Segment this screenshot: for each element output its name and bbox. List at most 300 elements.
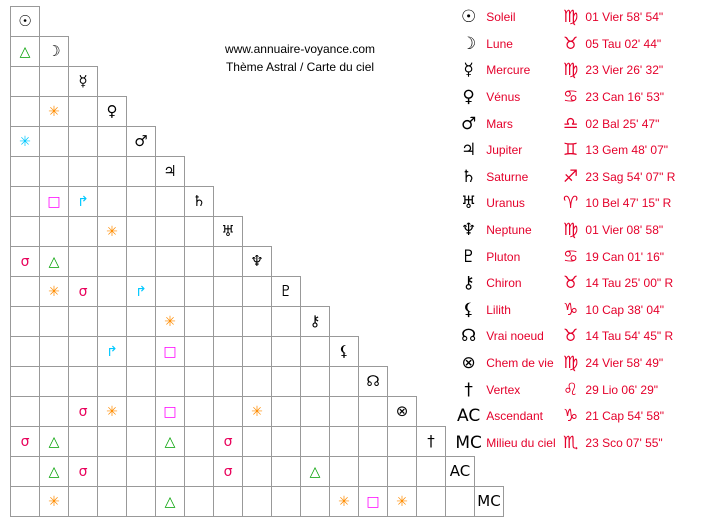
planet-position: 23 Sag 54' 07" R: [585, 169, 676, 184]
planet-row: [455, 243, 705, 270]
grid-spacer: [359, 187, 388, 217]
grid-spacer: [388, 277, 417, 307]
aspect-cell[interactable]: [185, 367, 214, 397]
aspect-cell[interactable]: □: [40, 187, 69, 217]
grid-spacer: [98, 67, 127, 97]
planet-name: Vénus: [486, 90, 521, 105]
grid-spacer: [127, 37, 156, 67]
aspect-cell[interactable]: □: [156, 397, 185, 427]
grid-spacer: [417, 307, 446, 337]
grid-spacer: [98, 37, 127, 67]
zodiac-sign-icon: ♎: [563, 113, 579, 134]
aspect-cell[interactable]: [127, 247, 156, 277]
grid-spacer: [185, 157, 214, 187]
aspect-cell[interactable]: [156, 187, 185, 217]
aspect-cell[interactable]: [11, 277, 40, 307]
planet-position: 14 Tau 54' 45" R: [585, 329, 674, 344]
aspect-cell[interactable]: σ: [69, 397, 98, 427]
planet-row: [455, 217, 705, 244]
aspect-cell[interactable]: [11, 487, 40, 517]
aspect-cell[interactable]: [11, 307, 40, 337]
aspect-cell[interactable]: ↱: [98, 337, 127, 367]
aspect-cell[interactable]: [185, 337, 214, 367]
planet-position: 21 Cap 54' 58": [585, 409, 665, 424]
zodiac-sign-icon: ♈: [563, 193, 579, 214]
grid-row: [11, 367, 504, 397]
grid-spacer: [272, 7, 301, 37]
aspect-cell[interactable]: [185, 307, 214, 337]
planet-position: 29 Lio 06' 29": [585, 382, 659, 397]
planet-position: 23 Can 16' 53": [585, 90, 665, 105]
grid-spacer: [417, 7, 446, 37]
planet-name: Neptune: [486, 223, 532, 238]
grid-spacer: [359, 7, 388, 37]
planet-name: Jupiter: [486, 143, 523, 158]
aspect-cell[interactable]: [359, 397, 388, 427]
grid-spacer: [330, 277, 359, 307]
planet-glyph-icon: ♂: [461, 113, 477, 134]
aspect-cell[interactable]: [272, 487, 301, 517]
planet-glyph-icon: ♆: [461, 220, 477, 241]
grid-spacer: [359, 277, 388, 307]
aspect-cell[interactable]: [98, 367, 127, 397]
aspect-cell[interactable]: [243, 457, 272, 487]
aspect-cell[interactable]: [214, 397, 243, 427]
grid-spacer: [359, 247, 388, 277]
aspect-cell[interactable]: [127, 427, 156, 457]
aspect-cell[interactable]: [185, 457, 214, 487]
zodiac-sign-icon: ♉: [563, 326, 579, 347]
aspect-cell[interactable]: ✳: [243, 397, 272, 427]
grid-header-jupiter: ♃: [156, 157, 185, 187]
aspect-cell[interactable]: [301, 487, 330, 517]
grid-spacer: [214, 97, 243, 127]
aspect-cell[interactable]: [98, 427, 127, 457]
grid-spacer: [388, 157, 417, 187]
aspect-cell[interactable]: [11, 97, 40, 127]
grid-header-venus: ♀: [98, 97, 127, 127]
grid-spacer: [272, 97, 301, 127]
grid-header-sun: ☉: [11, 7, 40, 37]
aspect-cell[interactable]: [272, 307, 301, 337]
grid-spacer: [301, 127, 330, 157]
planet-glyph-icon: ☊: [461, 326, 477, 347]
grid-spacer: [301, 277, 330, 307]
grid-spacer: [388, 187, 417, 217]
aspect-cell[interactable]: σ: [69, 277, 98, 307]
aspect-cell[interactable]: [272, 457, 301, 487]
planet-glyph-icon: ⊗: [461, 353, 476, 374]
aspect-cell[interactable]: [11, 217, 40, 247]
planet-name: Lune: [486, 36, 513, 51]
aspect-cell[interactable]: [272, 397, 301, 427]
grid-spacer: [330, 247, 359, 277]
grid-spacer: [417, 187, 446, 217]
grid-row: [11, 247, 504, 277]
planet-position: 23 Sco 07' 55": [585, 435, 663, 450]
grid-spacer: [417, 157, 446, 187]
grid-spacer: [417, 217, 446, 247]
grid-spacer: [127, 67, 156, 97]
planet-position: 13 Gem 48' 07": [585, 143, 669, 158]
planet-name: Soleil: [486, 10, 516, 25]
planet-glyph-icon: ♅: [461, 193, 477, 214]
grid-spacer: [359, 97, 388, 127]
aspect-cell[interactable]: [330, 457, 359, 487]
planet-glyph-icon: ⚷: [462, 273, 475, 294]
grid-spacer: [301, 7, 330, 37]
aspect-cell[interactable]: [69, 127, 98, 157]
grid-spacer: [156, 97, 185, 127]
aspect-cell[interactable]: [127, 397, 156, 427]
aspect-cell[interactable]: [69, 427, 98, 457]
aspect-cell[interactable]: [98, 457, 127, 487]
aspect-cell[interactable]: [40, 67, 69, 97]
grid-header-mars: ♂: [127, 127, 156, 157]
grid-row: [11, 397, 504, 427]
planet-row: [455, 376, 705, 403]
grid-spacer: [156, 7, 185, 37]
planet-glyph-icon: ☿: [463, 60, 474, 81]
aspect-cell[interactable]: □: [156, 337, 185, 367]
grid-header-saturn: ♄: [185, 187, 214, 217]
aspect-cell[interactable]: [69, 367, 98, 397]
aspect-cell[interactable]: [69, 337, 98, 367]
planet-position: 01 Vier 58' 54": [585, 10, 664, 25]
grid-spacer: [98, 7, 127, 37]
aspect-cell[interactable]: σ: [11, 427, 40, 457]
aspect-cell[interactable]: ✳: [388, 487, 417, 517]
planet-row: [455, 190, 705, 217]
planet-position: 10 Bel 47' 15" R: [585, 196, 672, 211]
aspect-grid: [10, 6, 504, 517]
aspect-cell[interactable]: [98, 307, 127, 337]
aspect-cell[interactable]: □: [359, 487, 388, 517]
grid-spacer: [417, 67, 446, 97]
grid-spacer: [388, 367, 417, 397]
aspect-cell[interactable]: [214, 367, 243, 397]
aspect-cell[interactable]: [69, 97, 98, 127]
grid-header-neptune: ♆: [243, 247, 272, 277]
planet-position: 05 Tau 02' 44": [585, 36, 662, 51]
aspect-cell[interactable]: [40, 217, 69, 247]
planet-name: Saturne: [486, 169, 529, 184]
aspect-cell[interactable]: [11, 457, 40, 487]
grid-spacer: [475, 457, 504, 487]
aspect-cell[interactable]: [388, 427, 417, 457]
aspect-cell[interactable]: ✳: [98, 397, 127, 427]
planet-row: [455, 31, 705, 58]
grid-spacer: [417, 367, 446, 397]
zodiac-sign-icon: ♉: [563, 33, 579, 54]
grid-spacer: [301, 247, 330, 277]
grid-spacer: [272, 217, 301, 247]
aspect-cell[interactable]: [40, 397, 69, 427]
aspect-cell[interactable]: [243, 337, 272, 367]
grid-row: [11, 337, 504, 367]
aspect-cell[interactable]: [156, 457, 185, 487]
grid-header-mc: MC: [475, 487, 504, 517]
grid-row: [11, 457, 504, 487]
grid-spacer: [330, 157, 359, 187]
grid-spacer: [272, 127, 301, 157]
grid-spacer: [330, 217, 359, 247]
aspect-cell[interactable]: ↱: [127, 277, 156, 307]
aspect-cell[interactable]: [127, 337, 156, 367]
grid-spacer: [243, 97, 272, 127]
grid-header-chiron: ⚷: [301, 307, 330, 337]
grid-spacer: [388, 307, 417, 337]
aspect-cell[interactable]: [98, 187, 127, 217]
planet-name: Chem de vie: [486, 356, 554, 371]
grid-spacer: [417, 397, 446, 427]
aspect-cell[interactable]: [243, 427, 272, 457]
aspect-cell[interactable]: [185, 217, 214, 247]
planet-position: 02 Bal 25' 47": [585, 116, 660, 131]
aspect-cell[interactable]: [98, 247, 127, 277]
aspect-cell[interactable]: [417, 487, 446, 517]
aspect-cell[interactable]: [330, 427, 359, 457]
grid-spacer: [359, 217, 388, 247]
aspect-cell[interactable]: [127, 217, 156, 247]
aspect-cell[interactable]: σ: [214, 457, 243, 487]
grid-header-ac: AC: [446, 457, 475, 487]
aspect-cell[interactable]: [185, 427, 214, 457]
aspect-cell[interactable]: ↱: [69, 187, 98, 217]
aspect-cell[interactable]: [98, 127, 127, 157]
aspect-cell[interactable]: [156, 247, 185, 277]
aspect-cell[interactable]: [214, 307, 243, 337]
grid-spacer: [243, 157, 272, 187]
aspect-grid-container: [10, 6, 504, 517]
aspect-cell[interactable]: ✳: [330, 487, 359, 517]
aspect-cell[interactable]: [40, 157, 69, 187]
aspect-cell[interactable]: △: [40, 427, 69, 457]
aspect-cell[interactable]: [214, 247, 243, 277]
grid-spacer: [388, 7, 417, 37]
aspect-cell[interactable]: [40, 367, 69, 397]
aspect-cell[interactable]: [40, 337, 69, 367]
grid-spacer: [301, 187, 330, 217]
aspect-cell[interactable]: [388, 457, 417, 487]
aspect-cell[interactable]: ✳: [40, 487, 69, 517]
planet-name: Milieu du ciel: [486, 435, 556, 450]
grid-spacer: [214, 127, 243, 157]
aspect-cell[interactable]: ✳: [98, 217, 127, 247]
grid-spacer: [156, 67, 185, 97]
aspect-cell[interactable]: σ: [69, 457, 98, 487]
aspect-cell[interactable]: [417, 457, 446, 487]
aspect-cell[interactable]: ✳: [40, 277, 69, 307]
grid-spacer: [359, 157, 388, 187]
aspect-cell[interactable]: [330, 367, 359, 397]
aspect-cell[interactable]: [185, 487, 214, 517]
zodiac-sign-icon: ♌: [563, 379, 579, 400]
grid-row: [11, 217, 504, 247]
aspect-cell[interactable]: [301, 337, 330, 367]
planet-glyph-icon: ♇: [461, 246, 477, 267]
aspect-cell[interactable]: [156, 217, 185, 247]
aspect-cell[interactable]: [98, 157, 127, 187]
grid-spacer: [40, 7, 69, 37]
planet-name: Chiron: [486, 276, 522, 291]
planet-row: [455, 350, 705, 377]
planet-glyph-icon: ♃: [461, 140, 477, 161]
aspect-cell[interactable]: [69, 487, 98, 517]
planet-row: [455, 84, 705, 111]
aspect-cell[interactable]: [243, 307, 272, 337]
grid-spacer: [214, 7, 243, 37]
aspect-cell[interactable]: [156, 367, 185, 397]
grid-spacer: [301, 157, 330, 187]
grid-spacer: [214, 157, 243, 187]
aspect-cell[interactable]: [243, 487, 272, 517]
aspect-cell[interactable]: △: [301, 457, 330, 487]
grid-spacer: [243, 187, 272, 217]
grid-row: [11, 427, 504, 457]
aspect-cell[interactable]: [127, 307, 156, 337]
aspect-cell[interactable]: σ: [214, 427, 243, 457]
grid-header-moon: ☽: [40, 37, 69, 67]
aspect-cell[interactable]: [185, 397, 214, 427]
planet-position: 01 Vier 08' 58": [585, 223, 664, 238]
planet-name: Pluton: [486, 249, 521, 264]
grid-spacer: [359, 307, 388, 337]
aspect-cell[interactable]: [272, 427, 301, 457]
aspect-cell[interactable]: [69, 307, 98, 337]
planet-row: [455, 137, 705, 164]
aspect-cell[interactable]: △: [156, 427, 185, 457]
grid-row: [11, 187, 504, 217]
zodiac-sign-icon: ♍: [563, 60, 579, 81]
aspect-cell[interactable]: [11, 157, 40, 187]
aspect-cell[interactable]: [11, 187, 40, 217]
aspect-cell[interactable]: △: [11, 37, 40, 67]
aspect-cell[interactable]: [301, 397, 330, 427]
aspect-cell[interactable]: [98, 277, 127, 307]
zodiac-sign-icon: ♍: [563, 7, 579, 28]
site-url: www.annuaire-voyance.com: [224, 42, 376, 56]
aspect-cell[interactable]: [69, 217, 98, 247]
aspect-cell[interactable]: [214, 337, 243, 367]
zodiac-sign-icon: ♏: [563, 432, 579, 453]
grid-spacer: [243, 7, 272, 37]
grid-spacer: [185, 97, 214, 127]
aspect-cell[interactable]: [214, 487, 243, 517]
aspect-cell[interactable]: ✳: [156, 307, 185, 337]
aspect-cell[interactable]: [359, 457, 388, 487]
planet-row: [455, 110, 705, 137]
zodiac-sign-icon: ♑: [563, 299, 579, 320]
planet-name: Vrai noeud: [486, 329, 544, 344]
planet-glyph-icon: MC: [455, 432, 482, 453]
aspect-cell[interactable]: [127, 157, 156, 187]
aspect-cell[interactable]: [301, 367, 330, 397]
grid-header-fortune: ⊗: [388, 397, 417, 427]
aspect-cell[interactable]: [185, 247, 214, 277]
planet-glyph-icon: ☉: [461, 7, 477, 28]
aspect-cell[interactable]: △: [40, 457, 69, 487]
aspect-cell[interactable]: [359, 427, 388, 457]
grid-spacer: [272, 247, 301, 277]
aspect-cell[interactable]: [243, 367, 272, 397]
aspect-cell[interactable]: ✳: [11, 127, 40, 157]
grid-spacer: [330, 7, 359, 37]
planet-name: Lilith: [486, 302, 511, 317]
grid-row: [11, 157, 504, 187]
aspect-cell[interactable]: [11, 367, 40, 397]
grid-spacer: [69, 7, 98, 37]
grid-row: [11, 307, 504, 337]
grid-spacer: [301, 217, 330, 247]
aspect-cell[interactable]: [330, 397, 359, 427]
grid-spacer: [388, 97, 417, 127]
planet-row: [455, 430, 705, 457]
aspect-cell[interactable]: [69, 157, 98, 187]
grid-spacer: [301, 97, 330, 127]
aspect-cell[interactable]: △: [156, 487, 185, 517]
zodiac-sign-icon: ♊: [563, 140, 579, 161]
planet-row: [455, 57, 705, 84]
aspect-cell[interactable]: [69, 247, 98, 277]
aspect-cell[interactable]: [40, 127, 69, 157]
grid-header-node: ☊: [359, 367, 388, 397]
aspect-cell[interactable]: [185, 277, 214, 307]
grid-spacer: [330, 307, 359, 337]
aspect-cell[interactable]: [272, 337, 301, 367]
grid-spacer: [417, 247, 446, 277]
aspect-cell[interactable]: [214, 277, 243, 307]
aspect-cell[interactable]: [127, 487, 156, 517]
aspect-cell[interactable]: [301, 427, 330, 457]
grid-spacer: [330, 127, 359, 157]
grid-header-uranus: ♅: [214, 217, 243, 247]
grid-spacer: [243, 127, 272, 157]
aspect-cell[interactable]: [156, 277, 185, 307]
aspect-cell[interactable]: [446, 487, 475, 517]
planet-row: [455, 4, 705, 31]
aspect-cell[interactable]: [40, 307, 69, 337]
planet-row: [455, 270, 705, 297]
grid-header-lilith: ⚸: [330, 337, 359, 367]
aspect-cell[interactable]: σ: [11, 247, 40, 277]
aspect-cell[interactable]: △: [40, 247, 69, 277]
aspect-cell[interactable]: [11, 67, 40, 97]
planet-position: 14 Tau 25' 00" R: [585, 276, 674, 291]
grid-spacer: [156, 127, 185, 157]
planet-position: 23 Vier 26' 32": [585, 63, 664, 78]
aspect-cell[interactable]: [11, 397, 40, 427]
grid-spacer: [185, 127, 214, 157]
planet-name: Mars: [486, 116, 513, 131]
aspect-cell[interactable]: [127, 187, 156, 217]
grid-row: [11, 487, 504, 517]
aspect-cell[interactable]: [127, 457, 156, 487]
planet-name: Vertex: [486, 382, 521, 397]
grid-spacer: [69, 37, 98, 67]
aspect-cell[interactable]: [98, 487, 127, 517]
aspect-cell[interactable]: ✳: [40, 97, 69, 127]
aspect-cell[interactable]: [272, 367, 301, 397]
aspect-cell[interactable]: [243, 277, 272, 307]
planet-row: [455, 323, 705, 350]
aspect-cell[interactable]: [127, 367, 156, 397]
planet-name: Ascendant: [486, 409, 543, 424]
grid-spacer: [330, 97, 359, 127]
aspect-cell[interactable]: [11, 337, 40, 367]
grid-row: [11, 277, 504, 307]
grid-header-mercury: ☿: [69, 67, 98, 97]
